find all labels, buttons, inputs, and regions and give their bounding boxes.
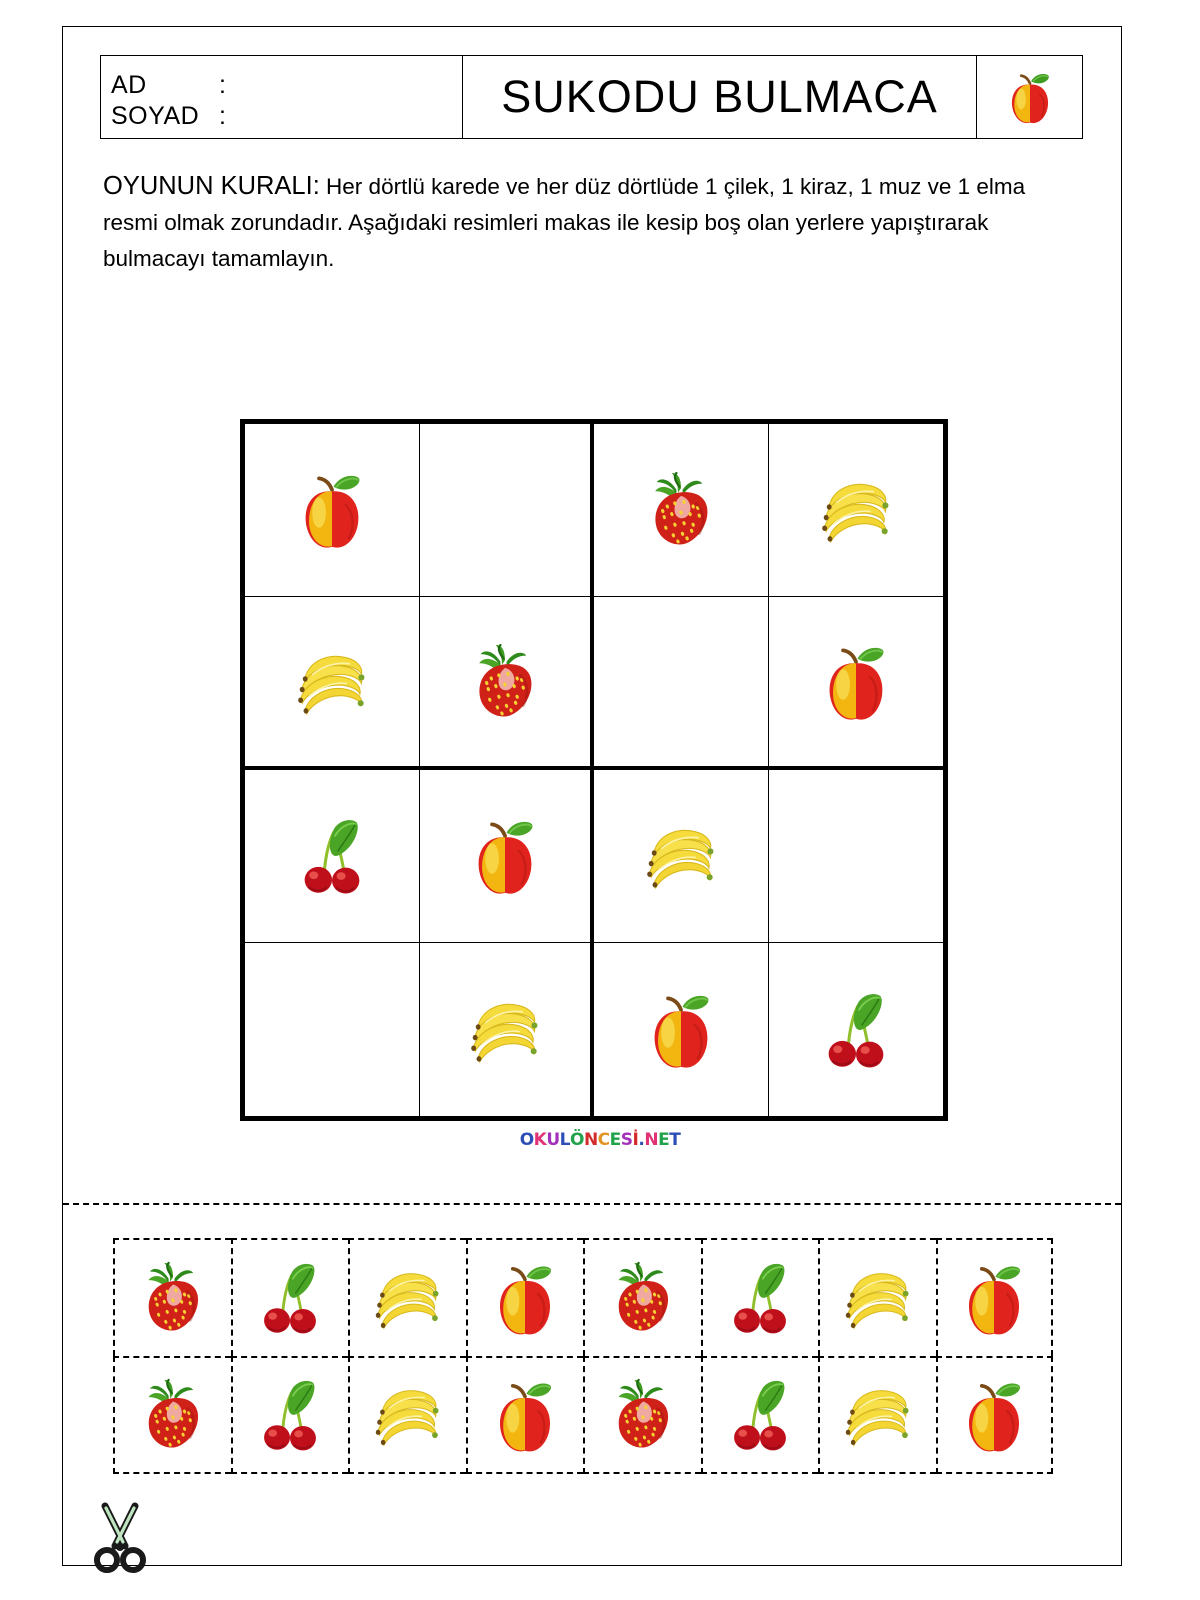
watermark-letter: İ — [632, 1130, 639, 1150]
cutout-cell-cherry[interactable] — [231, 1238, 349, 1356]
sudoku-cell-apple[interactable] — [245, 424, 420, 597]
cutout-cell-strawberry[interactable] — [583, 1356, 701, 1474]
sudoku-cell-banana[interactable] — [420, 943, 595, 1116]
cutout-cell-strawberry[interactable] — [113, 1356, 231, 1474]
strawberry-icon — [643, 470, 719, 550]
watermark-letter: T — [669, 1130, 681, 1150]
sudoku-cell-apple[interactable] — [420, 770, 595, 943]
sudoku-cell-cherry[interactable] — [245, 770, 420, 943]
watermark-letter: . — [638, 1130, 645, 1150]
cutout-cell-banana[interactable] — [348, 1238, 466, 1356]
sudoku-cell-apple[interactable] — [594, 943, 769, 1116]
banana-icon — [463, 992, 547, 1068]
watermark-letter: E — [658, 1130, 670, 1150]
apple-icon — [643, 987, 719, 1072]
banana-icon — [290, 644, 374, 720]
sudoku-cell-banana[interactable] — [245, 597, 420, 770]
sudoku-cell-empty[interactable] — [594, 597, 769, 770]
cutout-cell-banana[interactable] — [348, 1356, 466, 1474]
cutout-cell-apple[interactable] — [466, 1238, 584, 1356]
banana-icon — [368, 1379, 447, 1451]
apple-icon — [1004, 67, 1056, 127]
name-colon: : — [219, 70, 227, 99]
watermark-letter: E — [609, 1130, 621, 1150]
apple-icon — [489, 1375, 561, 1456]
apple-icon — [294, 467, 370, 552]
header-box — [100, 55, 1083, 139]
apple-icon — [489, 1258, 561, 1339]
watermark-letter: Ö — [569, 1130, 584, 1150]
banana-icon — [639, 818, 723, 894]
sudoku-cell-banana[interactable] — [594, 770, 769, 943]
sudoku-cell-banana[interactable] — [769, 424, 944, 597]
cherry-icon — [254, 1377, 326, 1453]
name-label: AD — [111, 70, 147, 99]
watermark-letter: K — [533, 1130, 547, 1150]
name-row — [111, 70, 462, 101]
cutout-cell-strawberry[interactable] — [113, 1238, 231, 1356]
sudoku-cell-apple[interactable] — [769, 597, 944, 770]
watermark-letter: N — [583, 1130, 598, 1150]
surname-label: SOYAD — [111, 101, 200, 130]
cherry-icon — [724, 1260, 796, 1336]
apple-icon — [958, 1375, 1030, 1456]
strawberry-icon — [137, 1377, 209, 1453]
sudoku-cell-strawberry[interactable] — [420, 597, 595, 770]
surname-colon: : — [219, 101, 227, 130]
cutout-cell-apple[interactable] — [936, 1356, 1054, 1474]
cherry-icon — [818, 990, 894, 1070]
cutout-cell-banana[interactable] — [818, 1238, 936, 1356]
banana-icon — [838, 1379, 917, 1451]
surname-row — [111, 101, 462, 132]
watermark-letter: S — [620, 1130, 633, 1150]
page-title: SUKODU BULMACA — [463, 56, 977, 138]
sudoku-grid — [240, 419, 948, 1121]
strawberry-icon — [607, 1260, 679, 1336]
watermark-letter: N — [644, 1130, 659, 1150]
cutout-cell-cherry[interactable] — [701, 1238, 819, 1356]
sudoku-cell-empty[interactable] — [245, 943, 420, 1116]
cherry-icon — [724, 1377, 796, 1453]
watermark-letter: O — [519, 1130, 534, 1150]
scissors-glyph — [85, 1498, 155, 1574]
sudoku-cell-strawberry[interactable] — [594, 424, 769, 597]
watermark-letter: L — [559, 1130, 570, 1150]
cherry-icon — [294, 816, 370, 896]
strawberry-icon — [607, 1377, 679, 1453]
watermark-okuloncesi — [0, 1130, 1200, 1150]
rules-heading: OYUNUN KURALI: — [103, 172, 320, 200]
rules-text: Her dörtlü karede ve her düz dörtlüde 1 çilek, 1 kiraz, 1 muz ve 1 elma resmi olmak zorundadır. Aşağıdaki resimleri makas ile kesip boş olan yerlere yapıştırarak bulmacayı tamamlayın. — [103, 174, 1026, 271]
sudoku-cell-empty[interactable] — [420, 424, 595, 597]
sudoku-cell-cherry[interactable] — [769, 943, 944, 1116]
apple-icon — [818, 639, 894, 724]
apple-icon — [467, 813, 543, 898]
banana-icon — [838, 1262, 917, 1334]
student-name-fields — [101, 56, 463, 138]
cut-separator-line — [63, 1203, 1121, 1205]
cutout-strip — [113, 1238, 1053, 1474]
apple-icon — [958, 1258, 1030, 1339]
watermark-letter: U — [546, 1130, 560, 1150]
header-apple-icon — [977, 56, 1082, 138]
cutout-cell-strawberry[interactable] — [583, 1238, 701, 1356]
watermark-letter: C — [597, 1130, 610, 1150]
strawberry-icon — [467, 642, 543, 722]
scissors-icon — [85, 1498, 155, 1574]
banana-icon — [814, 472, 898, 548]
cutout-cell-cherry[interactable] — [701, 1356, 819, 1474]
rules-paragraph — [103, 168, 1053, 277]
cherry-icon — [254, 1260, 326, 1336]
cutout-cell-apple[interactable] — [936, 1238, 1054, 1356]
sudoku-cell-empty[interactable] — [769, 770, 944, 943]
cutout-cell-cherry[interactable] — [231, 1356, 349, 1474]
cutout-cell-apple[interactable] — [466, 1356, 584, 1474]
banana-icon — [368, 1262, 447, 1334]
strawberry-icon — [137, 1260, 209, 1336]
cutout-cell-banana[interactable] — [818, 1356, 936, 1474]
